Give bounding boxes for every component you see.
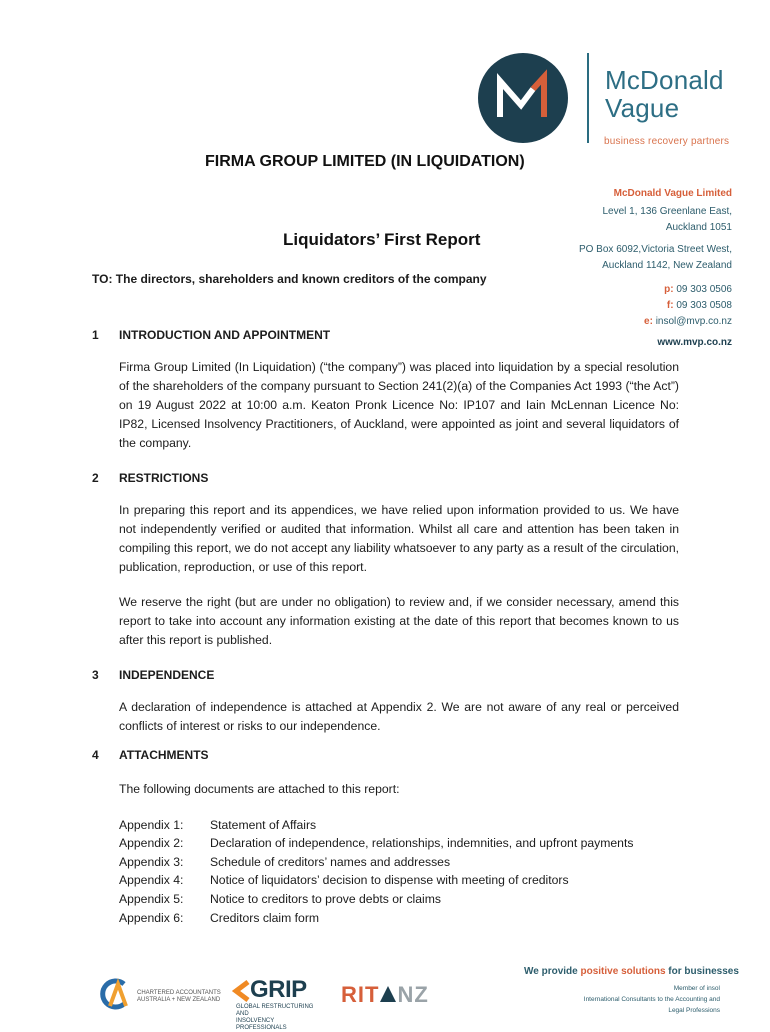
appendix-item [119, 816, 679, 835]
grip-chevron-icon [232, 980, 252, 1002]
fax-line [644, 298, 732, 314]
appendix-value: Notice to creditors to prove debts or claims [210, 892, 441, 906]
website-link[interactable]: www.mvp.co.nz [657, 337, 732, 348]
phone-line [644, 282, 732, 298]
appendix-item [119, 890, 679, 909]
rita-nz-logo [341, 982, 429, 1008]
brand-name-line1: McDonald [605, 65, 724, 95]
footer-slogan [524, 966, 739, 977]
phone-number: 09 303 0506 [676, 284, 732, 295]
slogan-pre: We provide [524, 966, 581, 977]
appendix-value: Creditors claim form [210, 911, 320, 925]
rita-triangle-icon [379, 985, 397, 1003]
recipients-line: TO: The directors, shareholders and known creditors of the company [92, 272, 487, 286]
contact-address-postal [579, 242, 732, 274]
membership-line1: Member of insol [673, 985, 720, 992]
brand-name-line2: Vague [605, 93, 680, 123]
rita-wordmark-a: RIT [341, 982, 380, 1007]
contact-website [657, 335, 732, 351]
appendix-item [119, 909, 679, 928]
contact-company [614, 186, 732, 202]
section-2-title: RESTRICTIONS [119, 471, 209, 485]
email-label: e: [644, 316, 653, 327]
chartered-accountants-logo [98, 976, 134, 1012]
appendix-key: Appendix 5: [119, 892, 184, 906]
section-1-title: INTRODUCTION AND APPOINTMENT [119, 328, 331, 342]
logo-divider [587, 53, 589, 143]
slogan-highlight: positive solutions [580, 966, 666, 977]
document-title: FIRMA GROUP LIMITED (IN LIQUIDATION) [205, 153, 525, 170]
appendix-key: Appendix 6: [119, 911, 184, 925]
section-3-title: INDEPENDENCE [119, 668, 215, 682]
appendix-item [119, 853, 679, 872]
mcdonald-vague-logo-mark [478, 53, 568, 143]
appendix-value: Statement of Affairs [210, 818, 317, 832]
ca-anz-icon [98, 976, 134, 1012]
address-postal-line1: PO Box 6092,Victoria Street West, [578, 244, 732, 255]
appendix-key: Appendix 1: [119, 818, 184, 832]
section-3-paragraph: A declaration of independence is attached at Appendix 2. We are not aware of any real or perceived conflicts of interest or risks to our independence. [119, 700, 679, 733]
appendix-value: Notice of liquidators’ decision to dispense with meeting of creditors [210, 873, 569, 887]
section-4-paragraph: The following documents are attached to this report: [119, 782, 400, 796]
grip-tagline-line1: GLOBAL RESTRUCTURING AND [236, 1004, 314, 1017]
address-postal-line2: Auckland 1142, New Zealand [602, 260, 732, 271]
fax-label: f: [666, 300, 674, 311]
appendix-key: Appendix 2: [119, 836, 184, 850]
section-2-paragraph-2: We reserve the right (but are under no obligation) to review and, if we consider necessary, amend this report to take into account any information existing at the date of this report that becomes known to us after this report is published. [119, 595, 679, 647]
ca-logo-text [137, 990, 221, 1004]
section-4-number: 4 [92, 748, 99, 762]
section-2-number: 2 [92, 471, 99, 485]
brand-name [605, 66, 724, 122]
section-4-title: ATTACHMENTS [119, 748, 209, 762]
brand-tagline: business recovery partners [604, 136, 730, 147]
report-title: Liquidators’ First Report [283, 230, 481, 249]
address-street-line2: Auckland 1051 [665, 222, 732, 233]
email-line [644, 314, 732, 330]
contact-details [644, 282, 732, 330]
address-street-line1: Level 1, 136 Greenlane East, [602, 206, 732, 217]
section-1-paragraph: Firma Group Limited (In Liquidation) (“the company”) was placed into liquidation by a special resolution of the shareholders of the company pursuant to Section 241(2)(a) of the Companies Act 1993 (“the Act”) on 19 August 2022 at 10:00 a.m. Keaton Pronk Licence No: IP107 and Iain McLennan Licence No: IP82, Licensed Insolvency Practitioners, of Auckland, were appointed as joint and several liquidators of the company. [119, 360, 679, 450]
section-2-paragraph-1: In preparing this report and its appendices, we have relied upon information provided to us. We have not independently verified or audited that information. Whilst all care and attention has been taken in compiling this report, we do not accept any liability whatsoever to any party as a result of the circulation, publication, reproduction, or use of this report. [119, 503, 679, 574]
contact-address-street [602, 204, 732, 236]
rita-wordmark-nz: NZ [397, 982, 429, 1007]
section-3-number: 3 [92, 668, 99, 682]
appendix-value: Declaration of independence, relationships, indemnities, and upfront payments [210, 836, 634, 850]
grip-wordmark: GRIP [250, 976, 307, 1003]
ca-logo-line1: CHARTERED ACCOUNTANTS [137, 990, 221, 996]
ca-logo-line2: AUSTRALIA + NEW ZEALAND [137, 997, 221, 1003]
appendix-item [119, 871, 679, 890]
section-1-number: 1 [92, 328, 99, 342]
fax-number: 09 303 0508 [676, 300, 732, 311]
m-monogram-icon [478, 53, 568, 143]
grip-tagline [236, 1004, 326, 1032]
appendix-value: Schedule of creditors’ names and addresses [210, 855, 451, 869]
appendix-key: Appendix 4: [119, 873, 184, 887]
company-name: McDonald Vague Limited [613, 188, 732, 199]
appendix-key: Appendix 3: [119, 855, 184, 869]
slogan-post: for businesses [665, 966, 739, 977]
email-link[interactable]: insol@mvp.co.nz [655, 316, 732, 327]
membership-line3: Legal Professions [668, 1007, 720, 1014]
membership-text [584, 983, 720, 1016]
phone-label: p: [664, 284, 674, 295]
appendix-item [119, 834, 679, 853]
grip-tagline-line2: INSOLVENCY PROFESSIONALS [236, 1018, 287, 1031]
membership-line2: International Consultants to the Accounting and [583, 996, 720, 1003]
